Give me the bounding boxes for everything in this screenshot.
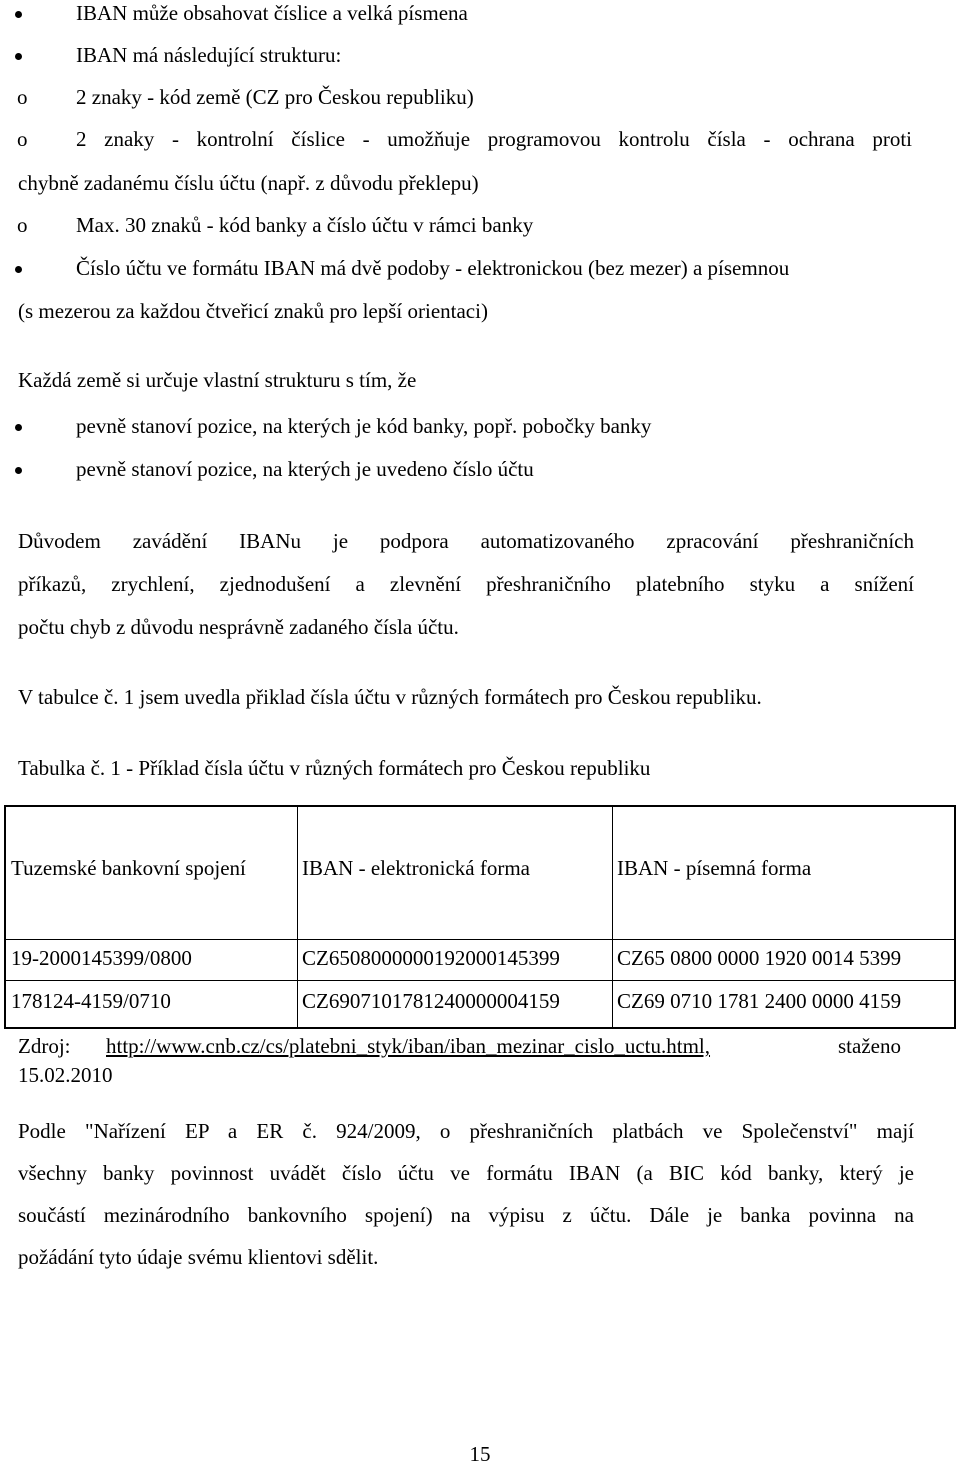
paragraph-line: počtu chyb z důvodu nesprávně zadaného čísla účtu.	[18, 615, 459, 639]
table-cell: 19-2000145399/0800	[11, 946, 192, 970]
bullet-marker	[15, 11, 22, 18]
bullet-marker	[15, 53, 22, 60]
list-item: Číslo účtu ve formátu IBAN má dvě podoby - elektronickou (bez mezer) a písemnou	[76, 256, 790, 280]
bullet-marker	[15, 424, 22, 431]
paragraph-line: Důvodem zavádění IBANu je podpora automatizovaného zpracování přeshraničních	[18, 529, 914, 553]
iban-table	[4, 805, 956, 1029]
list-item: pevně stanoví pozice, na kterých je uvedeno číslo účtu	[76, 457, 534, 481]
sub-bullet-marker: o	[17, 127, 28, 151]
sub-list-item-continuation: chybně zadanému číslu účtu (např. z důvodu překlepu)	[18, 171, 479, 195]
paragraph: V tabulce č. 1 jsem uvedla přiklad čísla účtu v různých formátech pro Českou republiku.	[18, 685, 762, 709]
list-item-continuation: (s mezerou za každou čtveřicí znaků pro lepší orientaci)	[18, 299, 488, 323]
sub-list-item: 2 znaky - kontrolní číslice - umožňuje programovou kontrolu čísla - ochrana proti	[76, 127, 912, 151]
table-header-cell: Tuzemské bankovní spojení	[11, 856, 246, 880]
table-cell: CZ6508000000192000145399	[302, 946, 560, 970]
source-label: Zdroj:	[18, 1034, 71, 1058]
table-cell: CZ65 0800 0000 1920 0014 5399	[617, 946, 902, 970]
table-cell: CZ69 0710 1781 2400 0000 4159	[617, 989, 902, 1013]
sub-list-item: Max. 30 znaků - kód banky a číslo účtu v rámci banky	[76, 213, 534, 237]
list-item: IBAN může obsahovat číslice a velká písmena	[76, 1, 468, 25]
paragraph-line: Podle "Nařízení EP a ER č. 924/2009, o přeshraničních platbách ve Společenství" mají	[18, 1119, 914, 1143]
bullet-marker	[15, 266, 22, 273]
source-link[interactable]: http://www.cnb.cz/cs/platebni_styk/iban/iban_mezinar_cislo_uctu.html,	[106, 1034, 711, 1058]
table-row-divider	[6, 980, 954, 981]
bullet-marker	[15, 467, 22, 474]
table-header-cell: IBAN - písemná forma	[617, 856, 812, 880]
table-cell: 178124-4159/0710	[11, 989, 171, 1013]
table-row-divider	[6, 939, 954, 940]
paragraph-line: všechny banky povinnost uvádět číslo účtu ve formátu IBAN (a BIC kód banky, který je	[18, 1161, 914, 1185]
paragraph-line: součástí mezinárodního bankovního spojení) na výpisu z účtu. Dále je banka povinna na	[18, 1203, 914, 1227]
sub-list-item: 2 znaky - kód země (CZ pro Českou republiku)	[76, 85, 474, 109]
list-item: IBAN má následující strukturu:	[76, 43, 342, 67]
paragraph: Každá země si určuje vlastní strukturu s tím, že	[18, 368, 417, 392]
list-item: pevně stanoví pozice, na kterých je kód banky, popř. pobočky banky	[76, 414, 652, 438]
table-header-cell: IBAN - elektronická forma	[302, 856, 530, 880]
sub-bullet-marker: o	[17, 85, 28, 109]
page-number: 15	[469, 1442, 491, 1466]
table-column-divider	[297, 807, 298, 1027]
table-caption: Tabulka č. 1 - Příklad čísla účtu v různých formátech pro Českou republiku	[18, 756, 651, 780]
source-downloaded-label: staženo	[838, 1034, 901, 1058]
source-date: 15.02.2010	[18, 1063, 113, 1087]
paragraph-line: požádání tyto údaje svému klientovi sdělit.	[18, 1245, 379, 1269]
table-column-divider	[612, 807, 613, 1027]
sub-bullet-marker: o	[17, 213, 28, 237]
paragraph-line: příkazů, zrychlení, zjednodušení a zlevnění přeshraničního platebního styku a snížení	[18, 572, 914, 596]
table-cell: CZ6907101781240000004159	[302, 989, 560, 1013]
